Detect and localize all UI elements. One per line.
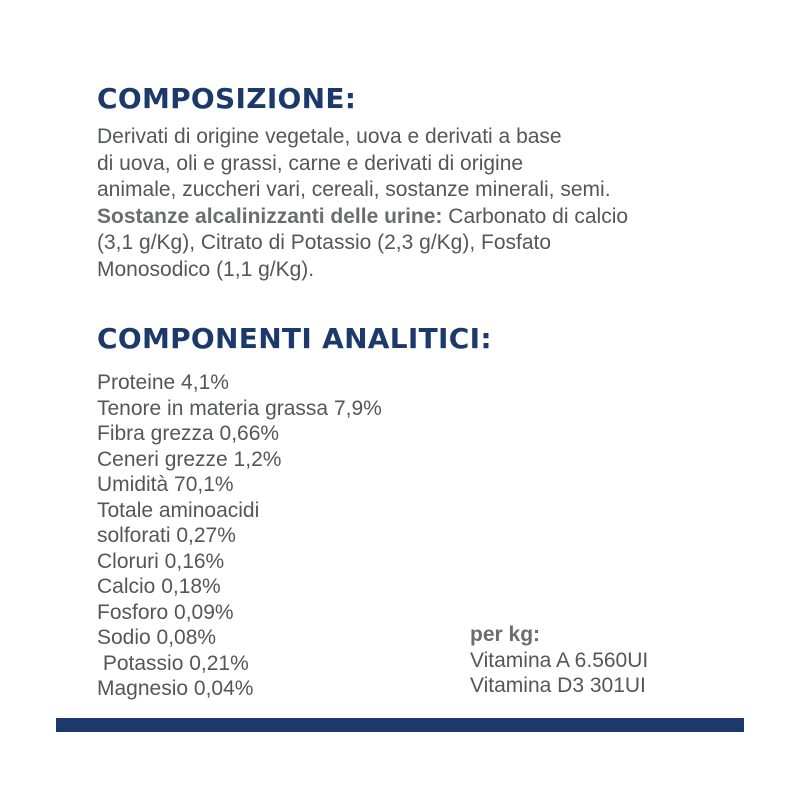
composition-line-3: animale, zuccheri vari, cereali, sostanze minerali, semi.: [97, 178, 611, 201]
alkalizing-line-1: [97, 204, 737, 231]
analytics-item-fosforo: Fosforo 0,09%: [97, 600, 234, 624]
composition-heading: COMPOSIZIONE:: [97, 82, 357, 115]
analytics-item-fibra: Fibra grezza 0,66%: [97, 422, 280, 445]
bottom-divider-bar: [56, 718, 744, 732]
analytics-item-umidita: Umidità 70,1%: [97, 473, 234, 496]
per-kg-list: [470, 622, 648, 699]
analytics-item-magnesio: Magnesio 0,04%: [97, 677, 254, 700]
analytics-item-solforati: solforati 0,27%: [97, 524, 236, 547]
composition-line-1: Derivati di origine vegetale, uova e derivati a base: [97, 125, 562, 148]
analytics-item-sodio: Sodio 0,08%: [97, 626, 217, 649]
analytics-item-proteine: Proteine 4,1%: [97, 371, 229, 394]
composition-text: [97, 124, 737, 283]
alkalizing-line-1-rest: Carbonato di calcio: [442, 204, 629, 228]
per-kg-label: per kg:: [470, 623, 541, 646]
analytics-item-calcio: Calcio 0,18%: [97, 575, 221, 598]
alkalizing-line-2: (3,1 g/Kg), Citrato di Potassio (2,3 g/Kg), Fosfato: [97, 231, 552, 254]
per-kg-vitamina-a: Vitamina A 6.560UI: [470, 648, 649, 672]
analytics-item-cloruri: Cloruri 0,16%: [97, 549, 225, 573]
analytics-item-ceneri: Ceneri grezze 1,2%: [97, 447, 282, 471]
alkalizing-label: Sostanze alcalinizzanti delle urine:: [97, 204, 443, 228]
analytics-list: [97, 370, 382, 702]
analytics-item-grassi: Tenore in materia grassa 7,9%: [97, 396, 382, 420]
analytics-item-aminoacidi: Totale aminoacidi: [97, 498, 260, 522]
analytics-item-potassio: Potassio 0,21%: [97, 651, 249, 675]
analytics-heading: COMPONENTI ANALITICI:: [97, 322, 492, 355]
composition-line-2: di uova, oli e grassi, carne e derivati di origine: [97, 151, 524, 175]
alkalizing-line-3: Monosodico (1,1 g/Kg).: [97, 257, 315, 281]
per-kg-vitamina-d3: Vitamina D3 301UI: [470, 674, 646, 697]
